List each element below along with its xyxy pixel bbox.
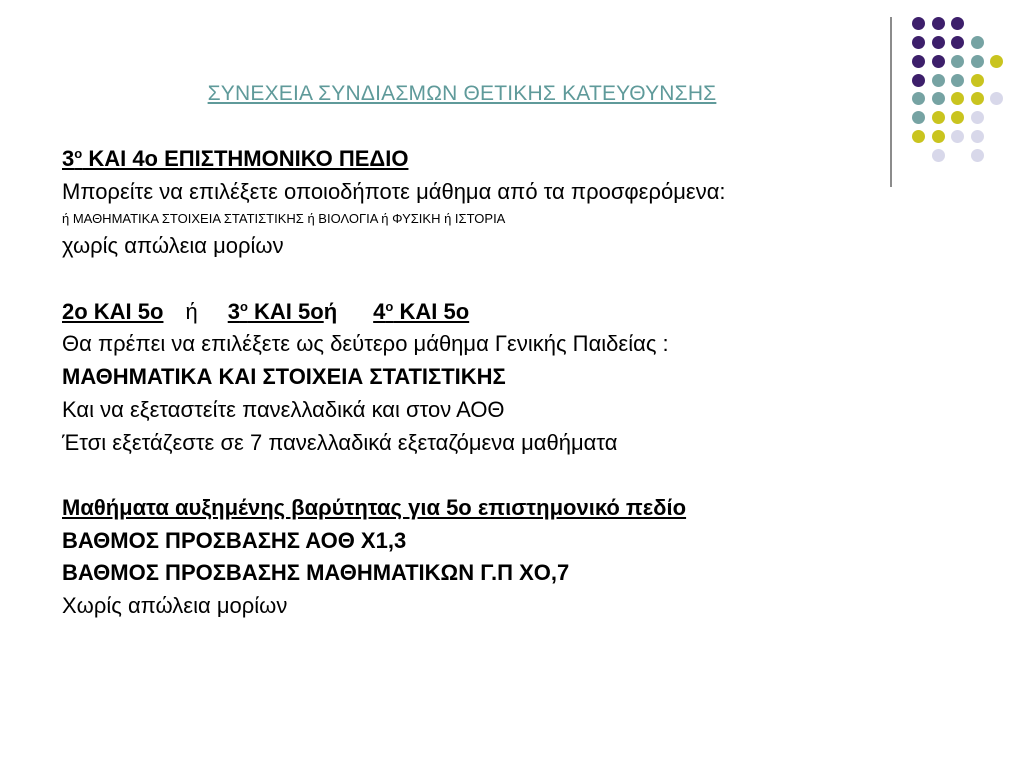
decorative-dot xyxy=(971,130,984,143)
decorative-dot xyxy=(971,149,984,162)
section2-line-1: Θα πρέπει να επιλέξετε ως δεύτερο μάθημα Γενικής Παιδείας : xyxy=(62,331,669,357)
decorative-dot xyxy=(951,17,964,30)
decorative-dot xyxy=(932,149,945,162)
decorative-dot xyxy=(951,92,964,105)
section1-line-3: χωρίς απώλεια μορίων xyxy=(62,233,284,259)
decorative-dot xyxy=(951,130,964,143)
decorative-dot xyxy=(932,55,945,68)
decorative-dot xyxy=(971,74,984,87)
section2-line-4: Έτσι εξετάζεστε σε 7 πανελλαδικά εξεταζόμενα μαθήματα xyxy=(62,429,618,455)
slide-content xyxy=(62,143,902,623)
decorative-dot xyxy=(912,55,925,68)
decorative-dot xyxy=(932,130,945,143)
or-text-1: ή xyxy=(185,298,198,324)
decorative-dot xyxy=(951,55,964,68)
decorative-dot xyxy=(932,36,945,49)
decorative-dot xyxy=(971,55,984,68)
combo-3-5: $3^o$ ΚΑΙ 5ο xyxy=(227,298,324,324)
decorative-dot xyxy=(912,130,925,143)
section1-heading xyxy=(62,143,902,176)
decorative-dot xyxy=(932,92,945,105)
decorative-dot xyxy=(912,17,925,30)
section2-line-2: ΜΑΘΗΜΑΤΙΚΑ ΚΑΙ ΣΤΟΙΧΕΙΑ ΣΤΑΤΙΣΤΙΚΗΣ xyxy=(62,364,506,390)
section2-line-3: Και να εξεταστείτε πανελλαδικά και στον ΑΟΘ xyxy=(62,396,505,422)
decorative-dot xyxy=(951,36,964,49)
decorative-dot xyxy=(971,111,984,124)
decorative-dot xyxy=(990,92,1003,105)
decorative-dot xyxy=(990,55,1003,68)
decorative-dot xyxy=(971,92,984,105)
decorative-dot xyxy=(912,111,925,124)
slide-title: ΣΥΝΕΧΕΙΑ ΣΥΝΔΙΑΣΜΩΝ ΘΕΤΙΚΗΣ ΚΑΤΕΥΘΥΝΣΗΣ xyxy=(207,82,717,105)
section1-line-1: Μπορείτε να επιλέξετε οποιοδήποτε μάθημα από τα προσφερόμενα: xyxy=(62,178,726,204)
section3-line-3: Χωρίς απώλεια μορίων xyxy=(62,592,288,618)
decorative-dot xyxy=(932,74,945,87)
combo-4-5: $4^o$ ΚΑΙ 5ο xyxy=(373,298,470,324)
combo-2-5: 2ο ΚΑΙ 5ο xyxy=(62,298,164,324)
section1-subject-list: ή ΜΑΘΗΜΑΤΙΚΑ ΣΤΟΙΧΕΙΑ ΣΤΑΤΙΣΤΙΚΗΣ ή ΒΙΟΛΟΓΙΑ ή ΦΥΣΙΚΗ ή ΙΣΤΟΡΙΑ xyxy=(62,211,506,227)
or-text-2: ή xyxy=(323,298,338,324)
section2-combinations xyxy=(62,296,902,329)
section1-heading-text: $3^o$ ΚΑΙ 4ο ΕΠΙΣΤΗΜΟΝΙΚΟ ΠΕΔΙΟ xyxy=(62,146,409,171)
decorative-dot xyxy=(951,74,964,87)
section3-line-2: ΒΑΘΜΟΣ ΠΡΟΣΒΑΣΗΣ ΜΑΘΗΜΑΤΙΚΩΝ Γ.Π ΧΟ,7 xyxy=(62,560,570,586)
decorative-dot xyxy=(951,111,964,124)
decorative-dot xyxy=(971,36,984,49)
decorative-dot xyxy=(932,17,945,30)
section3-heading: Μαθήματα αυξημένης βαρύτητας για 5ο επιστημονικό πεδίο xyxy=(62,494,687,520)
section3-line-1: ΒΑΘΜΟΣ ΠΡΟΣΒΑΣΗΣ ΑΟΘ Χ1,3 xyxy=(62,527,407,553)
decorative-dot xyxy=(912,36,925,49)
decorative-dot xyxy=(932,111,945,124)
